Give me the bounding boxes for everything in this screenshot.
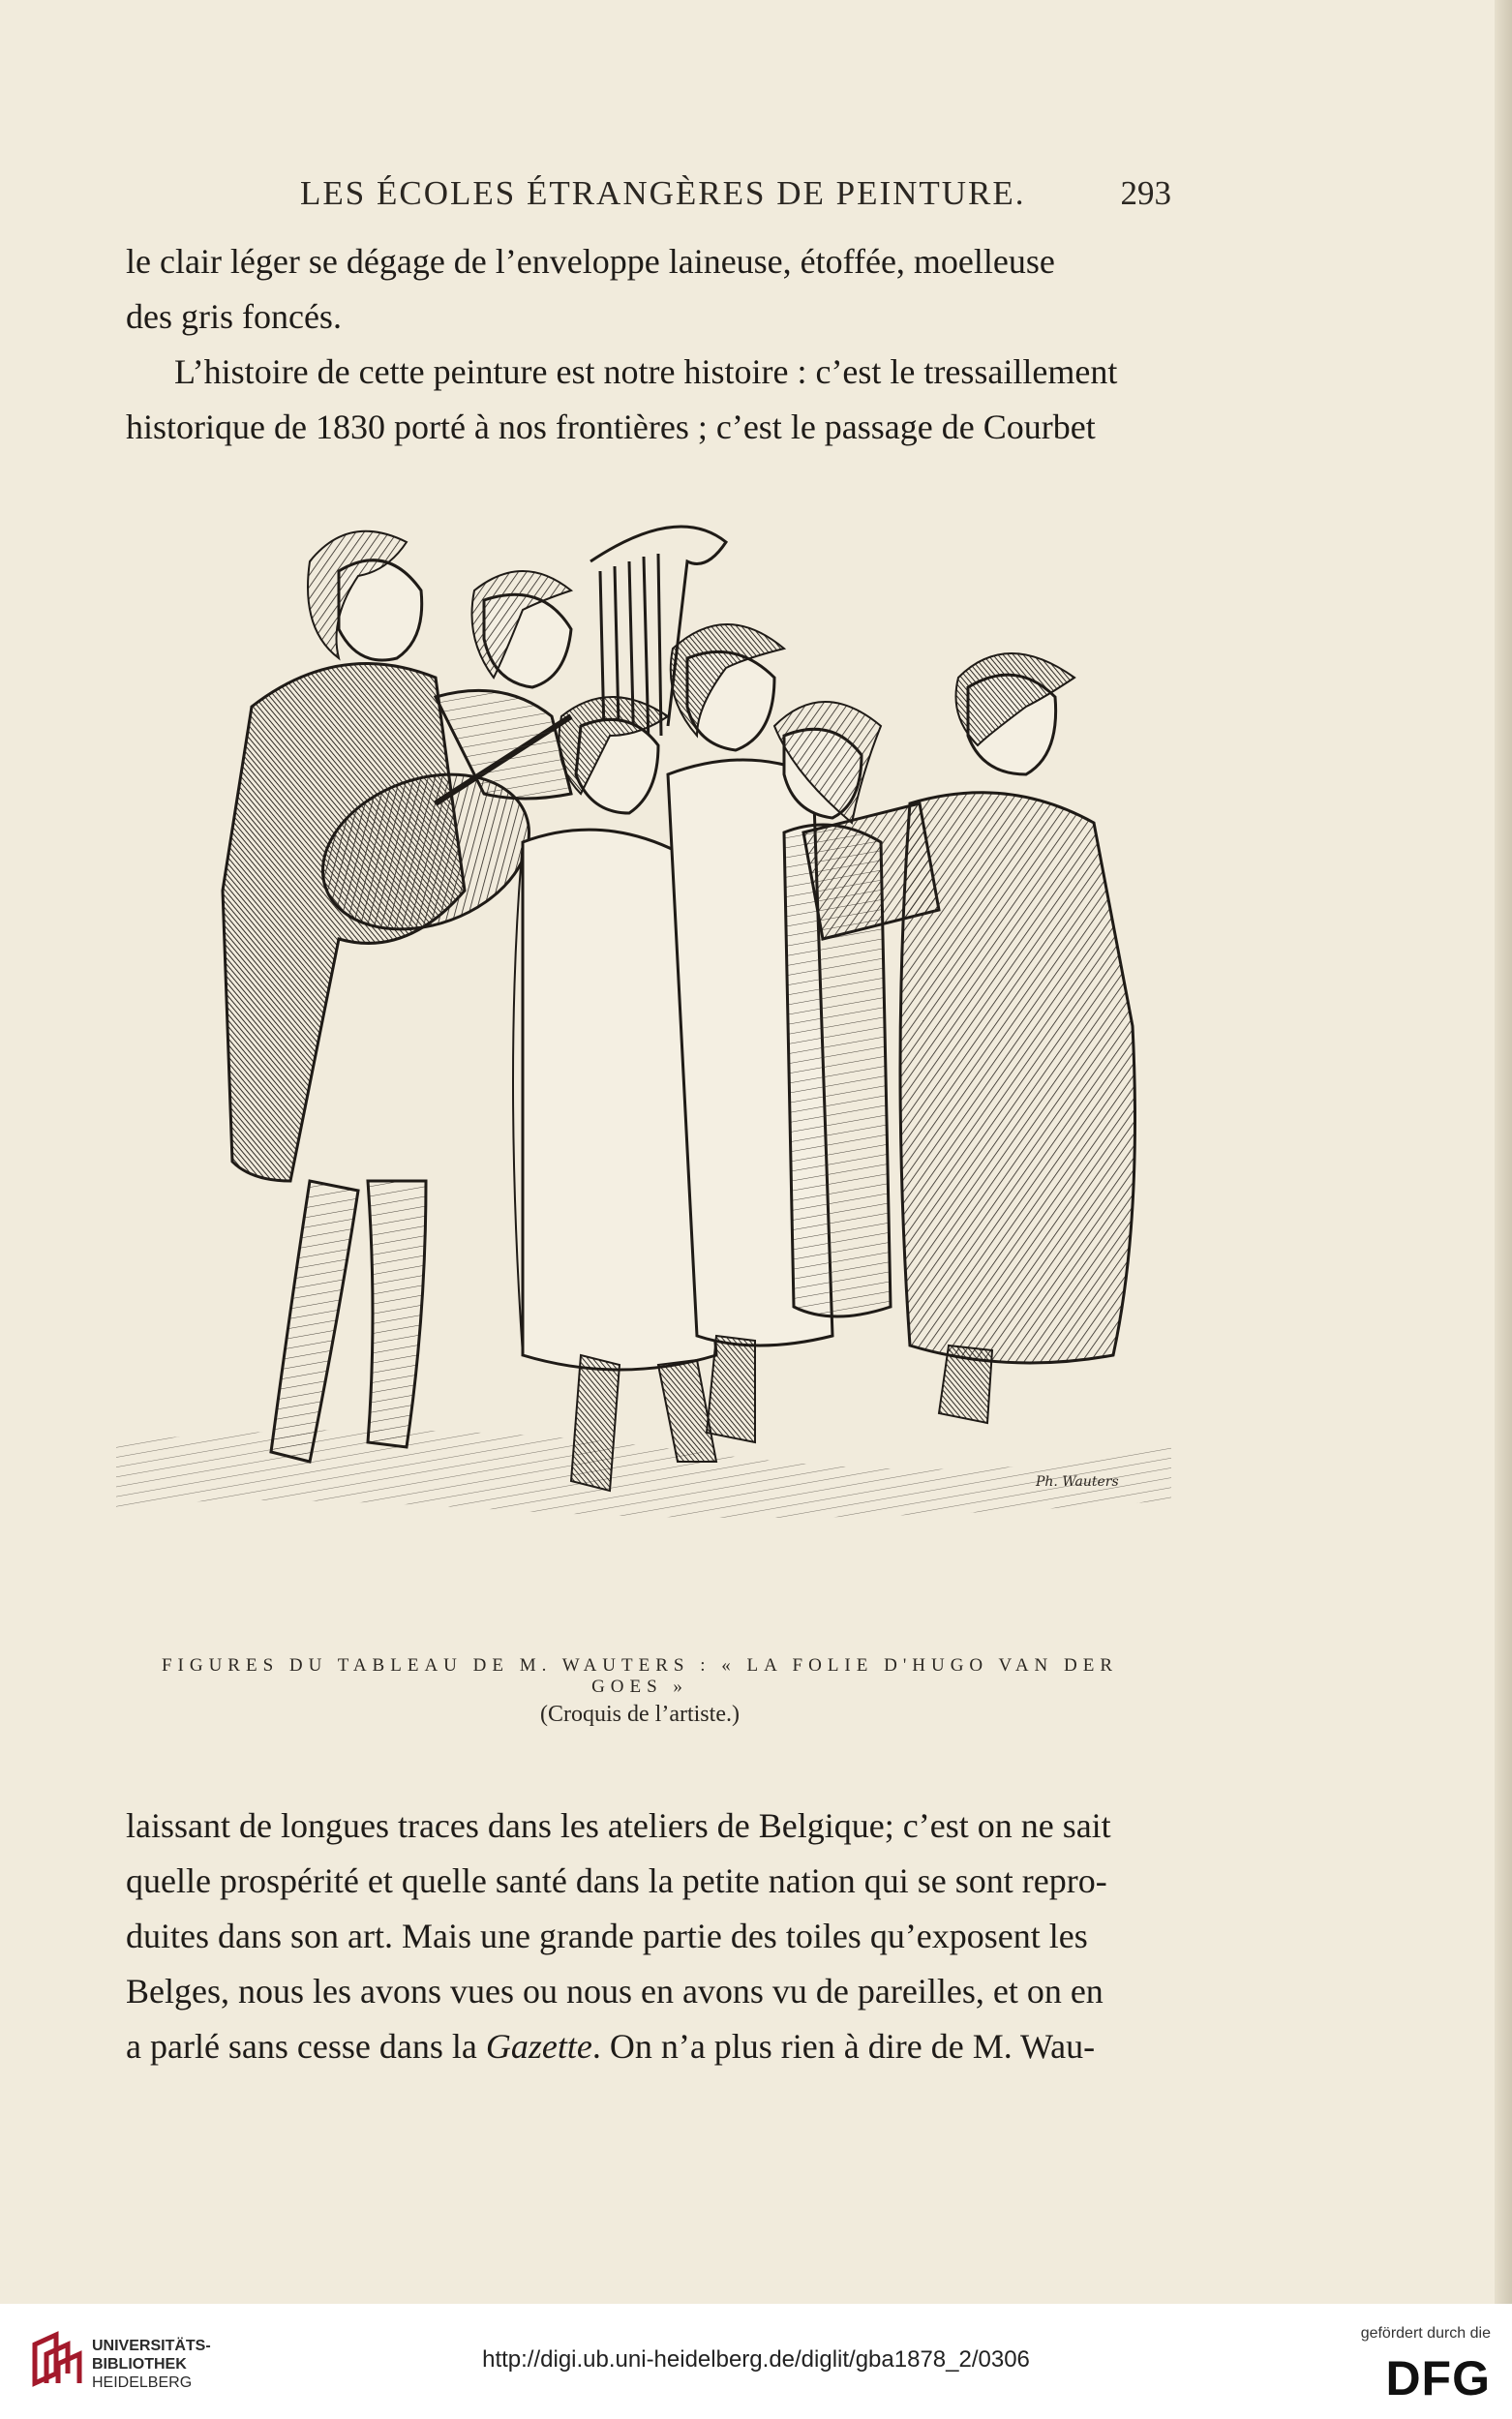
text-segment: a parlé sans cesse dans la bbox=[126, 2027, 486, 2066]
running-head bbox=[126, 174, 1171, 232]
page-number: 293 bbox=[1120, 174, 1171, 212]
figure-subcaption: (Croquis de l’artiste.) bbox=[540, 1702, 740, 1727]
body-text-bottom bbox=[126, 1799, 1154, 2074]
funded-by-label: gefördert durch die bbox=[1360, 2325, 1491, 2342]
library-name-line: HEIDELBERG bbox=[92, 2374, 193, 2391]
text-line: historique de 1830 porté à nos frontières ; c’est le passage de Courbet bbox=[126, 408, 1096, 446]
running-title: LES ÉCOLES ÉTRANGÈRES DE PEINTURE. bbox=[300, 174, 1026, 212]
figure-singer-right bbox=[900, 653, 1135, 1423]
text-line bbox=[126, 2019, 1154, 2074]
library-name-line: UNIVERSITÄTS- bbox=[92, 2338, 211, 2354]
figure-harpist bbox=[436, 571, 571, 799]
text-segment: . On n’a plus rien à dire de M. Wau- bbox=[591, 2027, 1096, 2066]
engraving-illustration bbox=[116, 484, 1171, 1626]
text-line: laissant de longues traces dans les ateliers de Belgique; c’est on ne sait bbox=[126, 1806, 1111, 1845]
text-line: duites dans son art. Mais une grande partie des toiles qu’exposent les bbox=[126, 1917, 1088, 1955]
text-line: quelle prospérité et quelle santé dans la petite nation qui se sont repro- bbox=[126, 1861, 1107, 1900]
page-edge bbox=[1495, 0, 1512, 2304]
permalink-url[interactable]: http://digi.ub.uni-heidelberg.de/diglit/gba1878_2/0306 bbox=[482, 2346, 1030, 2373]
digitization-footer bbox=[0, 2304, 1512, 2419]
figure-caption: FIGURES DU TABLEAU DE M. WAUTERS : « LA FOLIE D'HUGO VAN DER GOES » bbox=[161, 1655, 1119, 1697]
dfg-logo: DFG bbox=[1385, 2351, 1491, 2405]
journal-title: Gazette bbox=[485, 2027, 592, 2066]
figure-girl bbox=[774, 702, 891, 1316]
text-line: le clair léger se dégage de l’enveloppe laineuse, étoffée, moelleuse bbox=[126, 242, 1055, 281]
text-line: L’histoire de cette peinture est notre histoire : c’est le tressaillement bbox=[174, 352, 1118, 391]
artist-signature: Ph. Wauters bbox=[1036, 1474, 1119, 1490]
text-line: des gris foncés. bbox=[126, 297, 342, 336]
text-line: Belges, nous les avons vues ou nous en avons vu de pareilles, et on en bbox=[126, 1972, 1104, 2011]
body-text-top bbox=[126, 234, 1154, 455]
library-name-line: BIBLIOTHEK bbox=[92, 2356, 187, 2373]
